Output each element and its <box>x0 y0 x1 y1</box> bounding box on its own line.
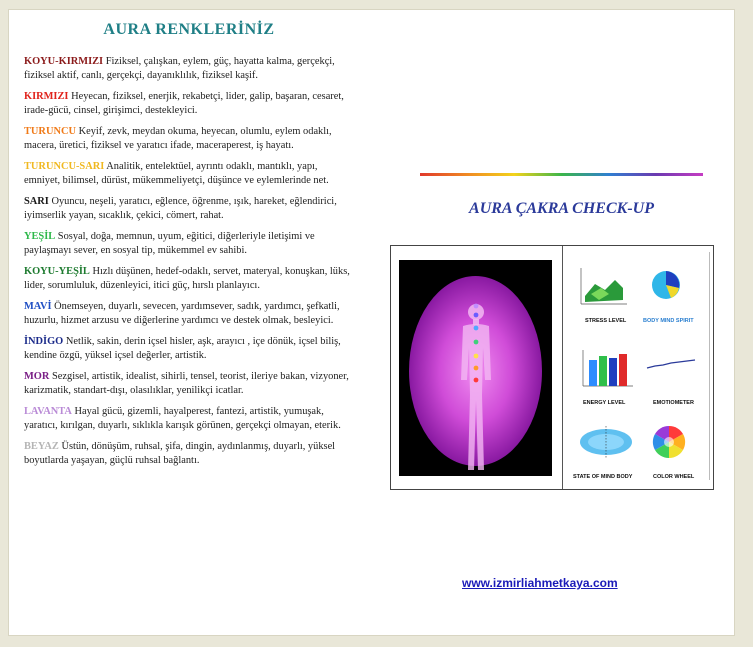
aura-color-entry <box>24 440 354 468</box>
aura-color-description: Sosyal, doğa, memnun, uyum, eğitici, diğerleriyle iletişimi ve paylaşmayı sever, en sosyal tip, mükemmel ev sahibi. <box>24 231 315 256</box>
rainbow-divider <box>420 173 703 176</box>
color-wheel-label: COLOR WHEEL <box>653 474 695 480</box>
aura-color-entry <box>24 55 354 83</box>
aura-colors-title: AURA RENKLERİNİZ <box>103 21 275 38</box>
aura-color-description: Sezgisel, artistik, idealist, sihirli, tensel, teorist, ileriye bakan, vizyoner, karizmatik, standart-dışı, olasılıklar, yenilikçi icatlar. <box>24 371 349 396</box>
aura-color-description: Heyecan, fiziksel, enerjik, rekabetçi, lider, galip, başaran, cesaret, irade-gücü, cinsel, girişimci, destekleyici. <box>24 91 344 116</box>
aura-color-name: KOYU-KIRMIZI <box>24 56 104 67</box>
aura-color-entry <box>24 160 354 188</box>
aura-color-list <box>24 55 354 468</box>
aura-color-description: Hayal gücü, gizemli, hayalperest, fantezi, artistik, yumuşak, yaratıcı, kırılgan, duyarlı, sıklıkla karışık görünen, gerçekçi olmayan, eterik. <box>24 406 341 431</box>
aura-color-entry <box>24 370 354 398</box>
panel-right-edge <box>709 252 710 480</box>
aura-color-name: MOR <box>24 371 50 382</box>
aura-color-name: İNDİGO <box>24 336 64 347</box>
checkup-title: AURA ÇAKRA CHECK-UP <box>469 200 654 217</box>
aura-color-entry <box>24 230 354 258</box>
aura-color-entry <box>24 90 354 118</box>
stress-level-chart <box>577 266 629 308</box>
color-wheel-icon <box>651 424 687 460</box>
body-mind-spirit-label: BODY MIND SPIRIT <box>643 318 694 324</box>
aura-color-description: Fiziksel, çalışkan, eylem, güç, hayatta kalma, gerçekçi, fiziksel aktif, canlı, gerçekçi, dayanıklılık, fiziksel kaşif. <box>24 56 335 81</box>
human-silhouette-icon <box>455 300 497 476</box>
stress-level-label: STRESS LEVEL <box>585 318 627 324</box>
panel-divider <box>562 246 563 489</box>
aura-color-name: TURUNCU-SARI <box>24 161 105 172</box>
aura-color-name: KOYU-YEŞİL <box>24 266 90 277</box>
aura-color-name: KIRMIZI <box>24 91 69 102</box>
aura-color-entry <box>24 265 354 293</box>
aura-color-description: Hızlı düşünen, hedef-odaklı, servet, materyal, konuşkan, lüks, lider, sorumluluk, düzenleyici, itici güç, hırslı planlayıcı. <box>24 266 350 291</box>
aura-color-name: YEŞİL <box>24 231 56 242</box>
aura-color-description: Keyif, zevk, meydan okuma, heyecan, olumlu, eylem odaklı, macera, üretici, fiziksel ve yaratıcı ifade, maceraperest, iş hayatı. <box>24 126 332 151</box>
state-of-mind-label: STATE OF MIND BODY <box>573 474 633 480</box>
emotiometer-label: EMOTIOMETER <box>653 400 694 406</box>
aura-color-name: MAVİ <box>24 301 52 312</box>
website-link[interactable]: www.izmirliahmetkaya.com <box>462 576 618 590</box>
aura-color-entry <box>24 335 354 363</box>
aura-color-name: SARI <box>24 196 49 207</box>
page-frame <box>8 9 735 636</box>
aura-color-description: Analitik, entelektüel, ayrıntı odaklı, mantıklı, yapı, emniyet, bilimsel, dürüst, mükemmeliyetçi, düşünce ve eylemlerinde net. <box>24 161 329 186</box>
body-mind-spirit-chart <box>649 268 683 302</box>
aura-color-entry <box>24 300 354 328</box>
aura-color-description: Üstün, dönüşüm, ruhsal, şifa, dingin, aydınlanmış, duyarlı, yüksel boyutlarda yaşayan, güçlü ruhsal bağlantı. <box>24 441 336 466</box>
aura-photo <box>399 260 552 476</box>
energy-level-label: ENERGY LEVEL <box>583 400 626 406</box>
state-of-mind-chart <box>577 422 635 462</box>
energy-level-chart <box>579 346 635 392</box>
aura-colors-column <box>24 21 354 475</box>
aura-color-description: Oyuncu, neşeli, yaratıcı, eğlence, öğrenme, ışık, hareket, eğlendirici, iyimserlik yayan, sıcaklık, çekici, cömert, rahat. <box>24 196 337 221</box>
aura-color-entry <box>24 405 354 433</box>
aura-color-entry <box>24 195 354 223</box>
aura-color-name: BEYAZ <box>24 441 59 452</box>
aura-checkup-panel <box>390 245 714 490</box>
emotiometer-chart <box>645 350 697 374</box>
aura-color-description: Netlik, sakin, derin içsel hisler, aşk, arayıcı , içe dönük, içsel biliş, kendine özgü, yüksel içsel değerler, artistik. <box>24 336 341 361</box>
aura-color-description: Önemseyen, duyarlı, sevecen, yardımsever, sadık, yardımcı, şefkatli, huzurlu, hizmet arzusu ve diğerlerine yardımcı ve destek olmak, besleyici. <box>24 301 340 326</box>
aura-color-entry <box>24 125 354 153</box>
aura-color-name: TURUNCU <box>24 126 76 137</box>
aura-color-name: LAVANTA <box>24 406 72 417</box>
